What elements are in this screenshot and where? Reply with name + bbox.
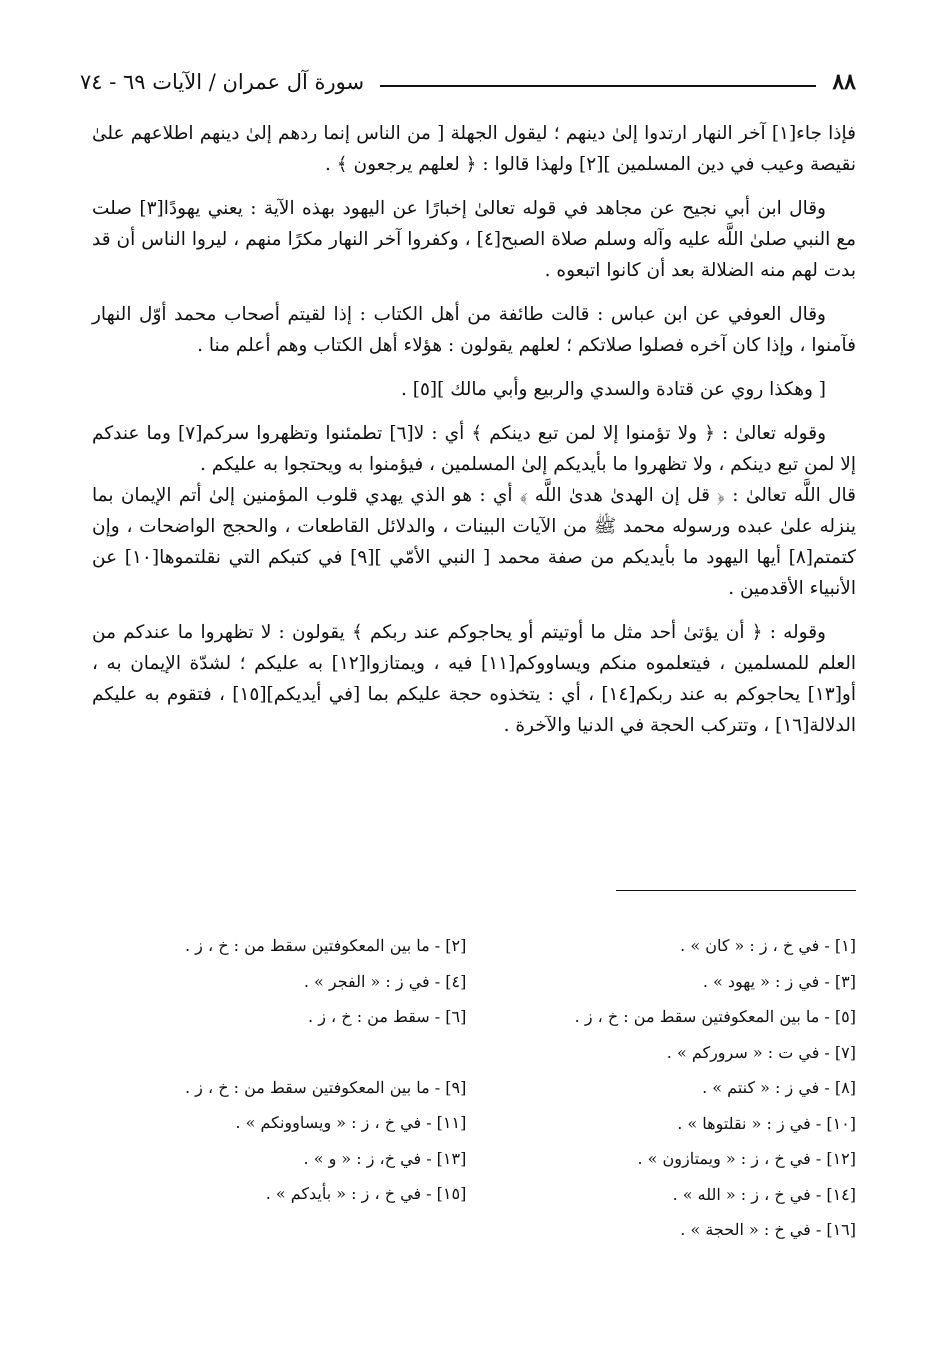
footnote-gap (92, 1035, 466, 1070)
body-text (92, 118, 856, 754)
paragraph-7: وقوله : ﴿ أن يؤتىٰ أحد مثل ما أوتيتم أو يحاجوكم عند ربكم ﴾ يقولون : لا تظهروا ما عندكم من العلم للمسلمين ، فيتعلموه منكم ويساووكم[١١] فيه ، ويمتازوا[١٢] به عليكم ؛ لشدّة الإيمان به ، أو[١٣] يحاجوكم به عند ربكم[١٤] ، أي : يتخذوه حجة عليكم بما [في أيديكم][١٥] ، فتقوم به عليكم الدلالة[١٦] ، وتتركب الحجة في الدنيا والآخرة . (92, 622, 856, 736)
paragraph-6: قال اللَّه تعالىٰ : ﴿ قل إن الهدىٰ هدىٰ اللَّه ﴾ أي : هو الذي يهدي قلوب المؤمنين إلىٰ أتم الإيمان بما ينزله علىٰ عبده ورسوله محمد ﷺ من الآيات البينات ، والدلائل القاطعات ، والحجج الواضحات ، وإن كتمتم[٨] أيها اليهود ما بأيديكم من صفة محمد [ النبي الأمّي ][٩] في كتبكم التي نقلتموها[١٠] عن الأنبياء الأقدمين . (92, 485, 856, 599)
footnotes (92, 928, 856, 1248)
footnote-separator (616, 890, 856, 891)
footnotes-left-column (92, 928, 466, 1248)
footnote: [٩] - ما بين المعكوفتين سقط من : خ ، ز . (185, 1077, 467, 1097)
footnotes-right-column (482, 928, 856, 1248)
paragraph-4: [ وهكذا روي عن قتادة والسدي والربيع وأبي مالك ][٥] . (400, 379, 826, 400)
footnote: [١٥] - في خ ، ز : « بأيدكم » . (265, 1184, 467, 1203)
footnote: [١٢] - في خ ، ز : « ويمتازون » . (637, 1149, 856, 1168)
running-title: سورة آل عمران / الآيات ٦٩ - ٧٤ (80, 70, 365, 94)
footnote: [٥] - ما بين المعكوفتين سقط من : خ ، ز . (574, 1007, 856, 1026)
footnote: [١٣] - في خ، ز : « و » . (303, 1148, 467, 1168)
footnote: [٨] - في ز : « كنتم » . (702, 1078, 856, 1097)
footnote: [١٤] - في خ ، ز : « الله » . (672, 1184, 856, 1204)
paragraph-5: وقوله تعالىٰ : ﴿ ولا تؤمنوا إلا لمن تبع دينكم ﴾ أي : لا[٦] تطمئنوا وتظهروا سركم[٧] وما عندكم إلا لمن تبع دينكم ، ولا تظهروا ما بأيديكم إلىٰ المسلمين ، فيؤمنوا به ويحتجوا به عليكم . (92, 423, 856, 475)
page-header (80, 62, 856, 102)
footnote: [١٦] - في خ : « الحجة » . (680, 1220, 856, 1239)
paragraph-3: وقال العوفي عن ابن عباس : قالت طائفة من أهل الكتاب : إذا لقيتم أصحاب محمد أوّل النهار فآمنوا ، وإذا كان آخره فصلوا صلاتكم ؛ لعلهم يقولون : هؤلاء أهل الكتاب وهم أعلم منا . (92, 304, 856, 356)
footnote: [١٠] - في ز : « نقلتوها » . (677, 1113, 856, 1133)
footnote: [٣] - في ز : « يهود » . (702, 971, 856, 991)
page-number: ٨٨ (832, 69, 856, 95)
paragraph-1: فإذا جاء[١] آخر النهار ارتدوا إلىٰ دينهم ؛ ليقول الجهلة [ من الناس إنما ردهم إلىٰ دينهم اطلاعهم علىٰ نقيصة وعيب في دين المسلمين ][٢] ولهذا قالوا : ﴿ لعلهم يرجعون ﴾ . (92, 123, 856, 175)
footnote: [٧] - في ت : « سروركم » . (666, 1042, 856, 1062)
footnote: [٢] - ما بين المعكوفتين سقط من : خ ، ز . (185, 936, 467, 955)
paragraph-2: وقال ابن أبي نجيح عن مجاهد في قوله تعالىٰ إخبارًا عن اليهود بهذه الآية : يعني يهودًا[٣] صلت مع النبي صلىٰ اللَّه عليه وآله وسلم صلاة الصبح[٤] ، وكفروا آخر النهار مكرًا منهم ، ليروا الناس أن قد بدت لهم منه الضلالة بعد أن كانوا اتبعوه . (92, 198, 856, 281)
footnote: [٤] - في ز : « الفجر » . (303, 971, 467, 991)
header-rule (380, 85, 816, 87)
footnote: [٦] - سقط من : خ ، ز . (308, 1007, 467, 1026)
footnote: [١] - في خ ، ز : « كان » . (680, 936, 856, 955)
footnote: [١١] - في خ ، ز : « ويساوونكم » . (235, 1113, 467, 1132)
